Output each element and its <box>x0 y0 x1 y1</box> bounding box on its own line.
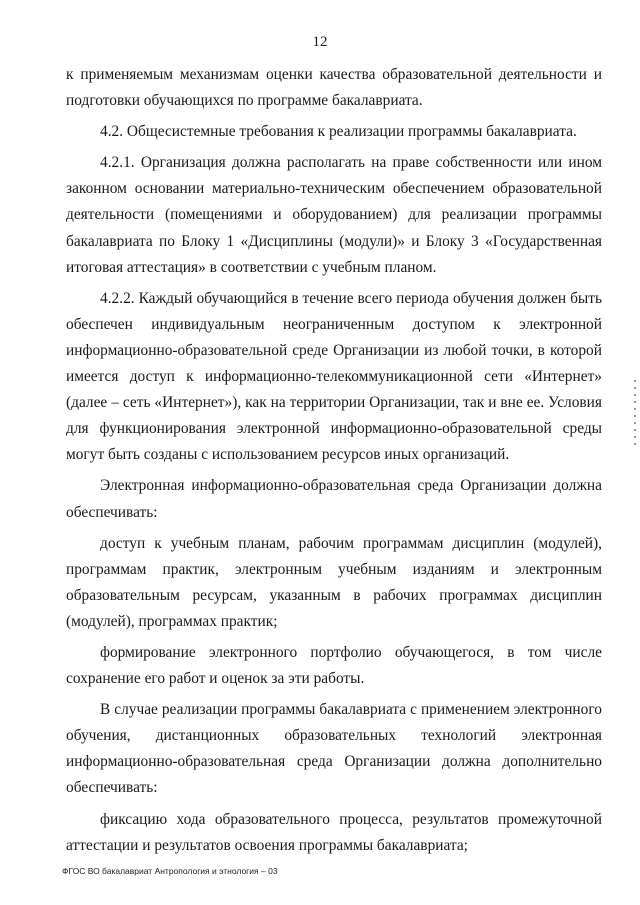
paragraph-continuation: к применяемым механизмам оценки качества образовательной деятельности и подготовки обучающихся по программе бакалавриата. <box>66 66 602 110</box>
paragraph-eios-requirements: Электронная информационно-образовательная среда Организации должна обеспечивать: <box>66 477 602 521</box>
paragraph-access-to-plans: доступ к учебным планам, рабочим программам дисциплин (модулей), программам практик, электронным учебным изданиям и электронным образовательным ресурсам, указанным в рабочих программах дисциплин (модулей), программах практик; <box>66 534 602 630</box>
paragraph-section-4-2: 4.2. Общесистемные требования к реализации программы бакалавриата. <box>100 123 577 141</box>
scan-margin-marks <box>634 380 636 450</box>
page-number: 12 <box>312 34 328 50</box>
paragraph-portfolio: формирование электронного портфолио обучающегося, в том числе сохранение его работ и оценок за эти работы. <box>66 643 602 688</box>
paragraph-distance-learning: В случае реализации программы бакалавриата с применением электронного обучения, дистанционных образовательных технологий электронная информационно-образовательная среда Организации должна дополнительно обеспечивать: <box>66 701 602 797</box>
paragraph-section-4-2-2: 4.2.2. Каждый обучающийся в течение всего периода обучения должен быть обеспечен индивидуальным неограниченным доступом к электронной информационно-образовательной среде Организации из любой точки, в которой имеется доступ к информационно-телекоммуникационной сети «Интернет» (далее – сеть «Интернет»), как на территории Организации, так и вне ее. Условия для функционирования электронной информационно-образовательной среды могут быть созданы с использованием ресурсов иных организаций. <box>66 289 602 464</box>
paragraph-section-4-2-1: 4.2.1. Организация должна располагать на праве собственности или ином законном основании материально-техническим обеспечением образовательной деятельности (помещениями и оборудованием) для реализации программы бакалавриата по Блоку 1 «Дисциплины (модули)» и Блоку 3 «Государственная итоговая аттестация» в соответствии с учебным планом. <box>66 154 602 276</box>
document-body <box>66 62 602 859</box>
paragraph-process-tracking: фиксацию хода образовательного процесса, результатов промежуточной аттестации и результатов освоения программы бакалавриата; <box>66 810 602 854</box>
page-footer: ФГОС ВО бакалавриат Антропология и этнология – 03 <box>62 866 278 876</box>
